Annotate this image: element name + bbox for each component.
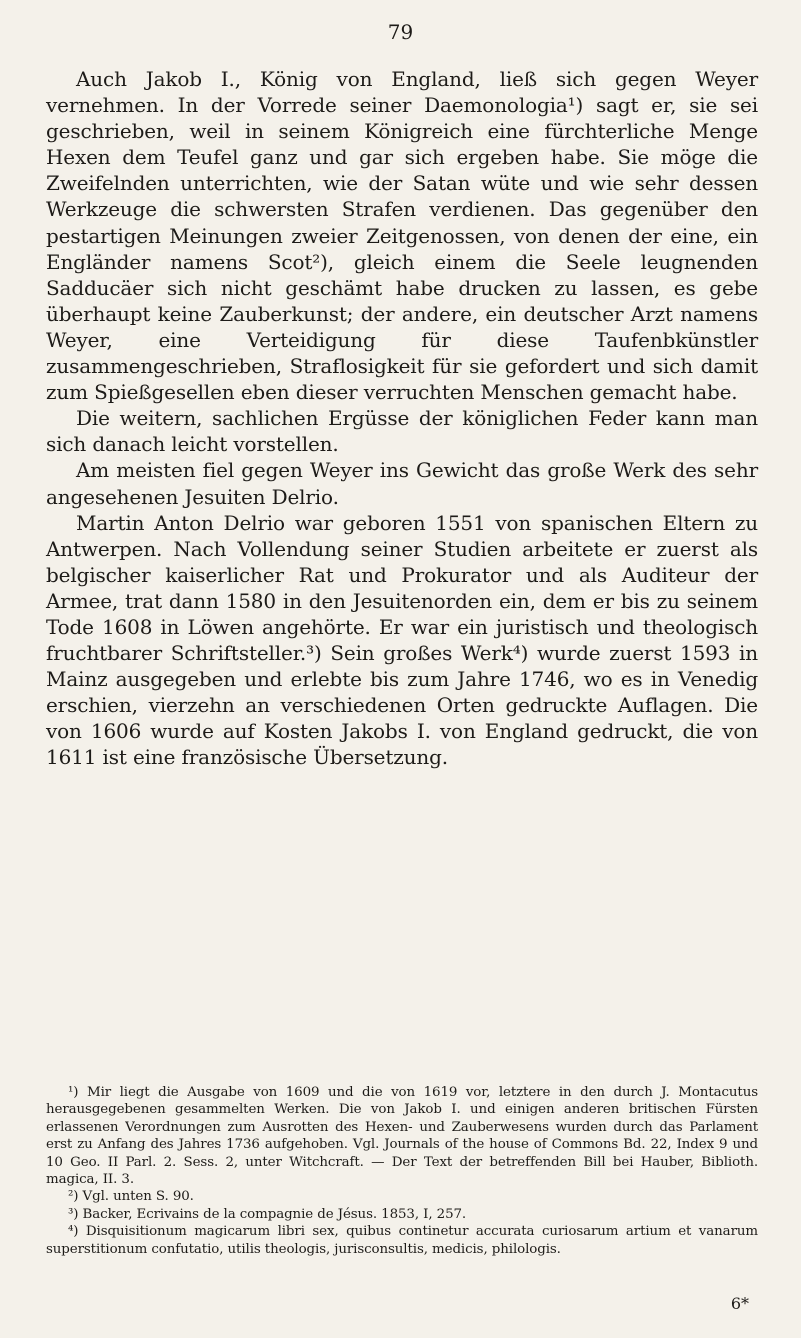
paragraph: Die weitern, sachlichen Ergüsse der königlichen Feder kann man sich danach leicht vorstellen. — [46, 406, 758, 457]
main-text — [46, 66, 758, 771]
page-number: 79 — [387, 20, 414, 44]
paragraph: Auch Jakob I., König von England, ließ sich gegen Weyer vernehmen. In der Vorrede seiner Daemonologia¹) sagt er, sie sei geschrieben, weil in seinem Königreich eine fürchterliche Menge Hexen dem Teufel ganz und gar sich ergeben habe. Sie möge die Zweifelnden unterrichten, wie der Satan wüte und wie sehr dessen Werkzeuge die schwersten Strafen verdienen. Das gegenüber den pestartigen Meinungen zweier Zeitgenossen, von denen der eine, ein Engländer namens Scot²), gleich einem die Seele leugnenden Sadducäer sich nicht geschämt habe drucken zu lassen, es gebe überhaupt keine Zauberkunst; der andere, ein deutscher Arzt namens Weyer, eine Verteidigung für diese Taufenbkünstler zusammengeschrieben, Straflosigkeit für sie gefordert und sich damit zum Spießgesellen eben dieser verruchten Menschen gemacht habe. — [46, 67, 758, 405]
footnote: ⁴) Disquisitionum magicarum libri sex, quibus continetur accurata curiosarum artium et vanarum superstitionum confutatio, utilis theologis, jurisconsultis, medicis, philologis. — [46, 1224, 758, 1257]
signature-mark: 6* — [730, 1294, 749, 1313]
footnote: ²) Vgl. unten S. 90. — [68, 1189, 194, 1205]
footnote: ³) Backer, Ecrivains de la compagnie de Jésus. 1853, I, 257. — [68, 1206, 467, 1222]
paragraph: Am meisten fiel gegen Weyer ins Gewicht das große Werk des sehr angesehenen Jesuiten Delrio. — [46, 458, 758, 509]
footnotes — [46, 1084, 758, 1258]
footnote: ¹) Mir liegt die Ausgabe von 1609 und die von 1619 vor, letztere in den durch J. Montacutus herausgegebenen gesammelten Werken. Die von Jakob I. und einigen anderen britischen Fürsten erlassenen Verordnungen zum Ausrotten des Hexen- und Zauberwesens wurden durch das Parlament erst zu Anfang des Jahres 1736 aufgehoben. Vgl. Journals of the house of Commons Bd. 22, Index 9 und 10 Geo. II Parl. 2. Sess. 2, unter Witchcraft. — Der Text der betreffenden Bill bei Hauber, Biblioth. magica, II. 3. — [46, 1085, 758, 1188]
paragraph: Martin Anton Delrio war geboren 1551 von spanischen Eltern zu Antwerpen. Nach Vollendung seiner Studien arbeitete er zuerst als belgischer kaiserlicher Rat und Prokurator und als Auditeur der Armee, trat dann 1580 in den Jesuitenorden ein, dem er bis zu seinem Tode 1608 in Löwen angehörte. Er war ein juristisch und theologisch fruchtbarer Schriftsteller.³) Sein großes Werk⁴) wurde zuerst 1593 in Mainz ausgegeben und erlebte bis zum Jahre 1746, wo es in Venedig erschien, vierzehn an verschiedenen Orten gedruckte Auflagen. Die von 1606 wurde auf Kosten Jakobs I. von England gedruckt, die von 1611 ist eine französische Übersetzung. — [46, 510, 758, 770]
